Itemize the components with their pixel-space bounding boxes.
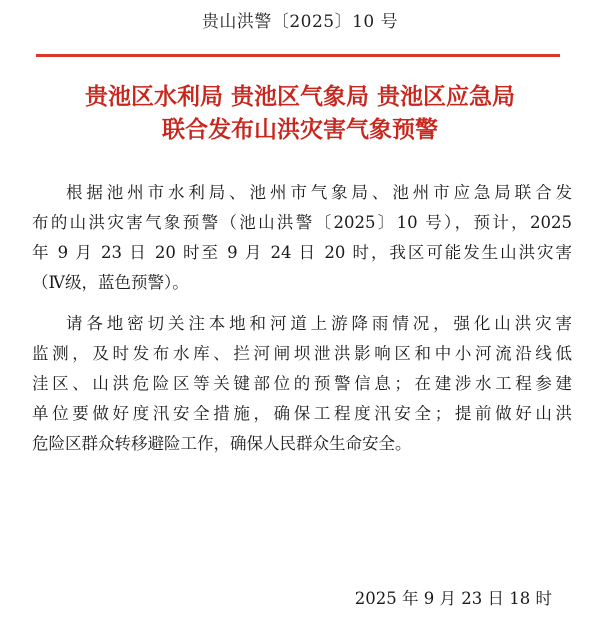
text-line: 请各地密切关注本地和河道上游降雨情况，强化山洪灾害 [66, 314, 572, 333]
issue-date: 2025 年 9 月 23 日 18 时 [354, 589, 552, 608]
text-line: 布的山洪灾害气象预警（池山洪警〔2025〕10 号），预计，2025 [32, 213, 572, 232]
text-line: 监测，及时发布水库、拦河闸坝泄洪影响区和中小河流沿线低 [32, 344, 572, 363]
text-line: 危险区群众转移避险工作，确保人民群众生命安全。 [32, 434, 412, 453]
document-title [0, 80, 600, 146]
document-number: 贵山洪警〔2025〕10 号 [201, 12, 399, 32]
paragraph-instructions [32, 309, 572, 459]
text-line: （Ⅳ级，蓝色预警）。 [32, 273, 189, 292]
text-line: 洼区、山洪危险区等关键部位的预警信息；在建涉水工程参建 [32, 374, 572, 393]
paragraph-forecast [32, 178, 572, 298]
document-body [32, 178, 572, 470]
text-line: 根据池州市水利局、池州市气象局、池州市应急局联合发 [66, 183, 572, 202]
text-line: 年 9 月 23 日 20 时至 9 月 24 日 20 时，我区可能发生山洪灾害 [32, 243, 572, 262]
red-header-rule [36, 54, 560, 57]
title-line-agencies: 贵池区水利局 贵池区气象局 贵池区应急局 [84, 83, 515, 110]
text-line: 单位要做好度汛安全措施，确保工程度汛安全；提前做好山洪 [32, 404, 572, 423]
title-line-subject: 联合发布山洪灾害气象预警 [162, 116, 438, 143]
